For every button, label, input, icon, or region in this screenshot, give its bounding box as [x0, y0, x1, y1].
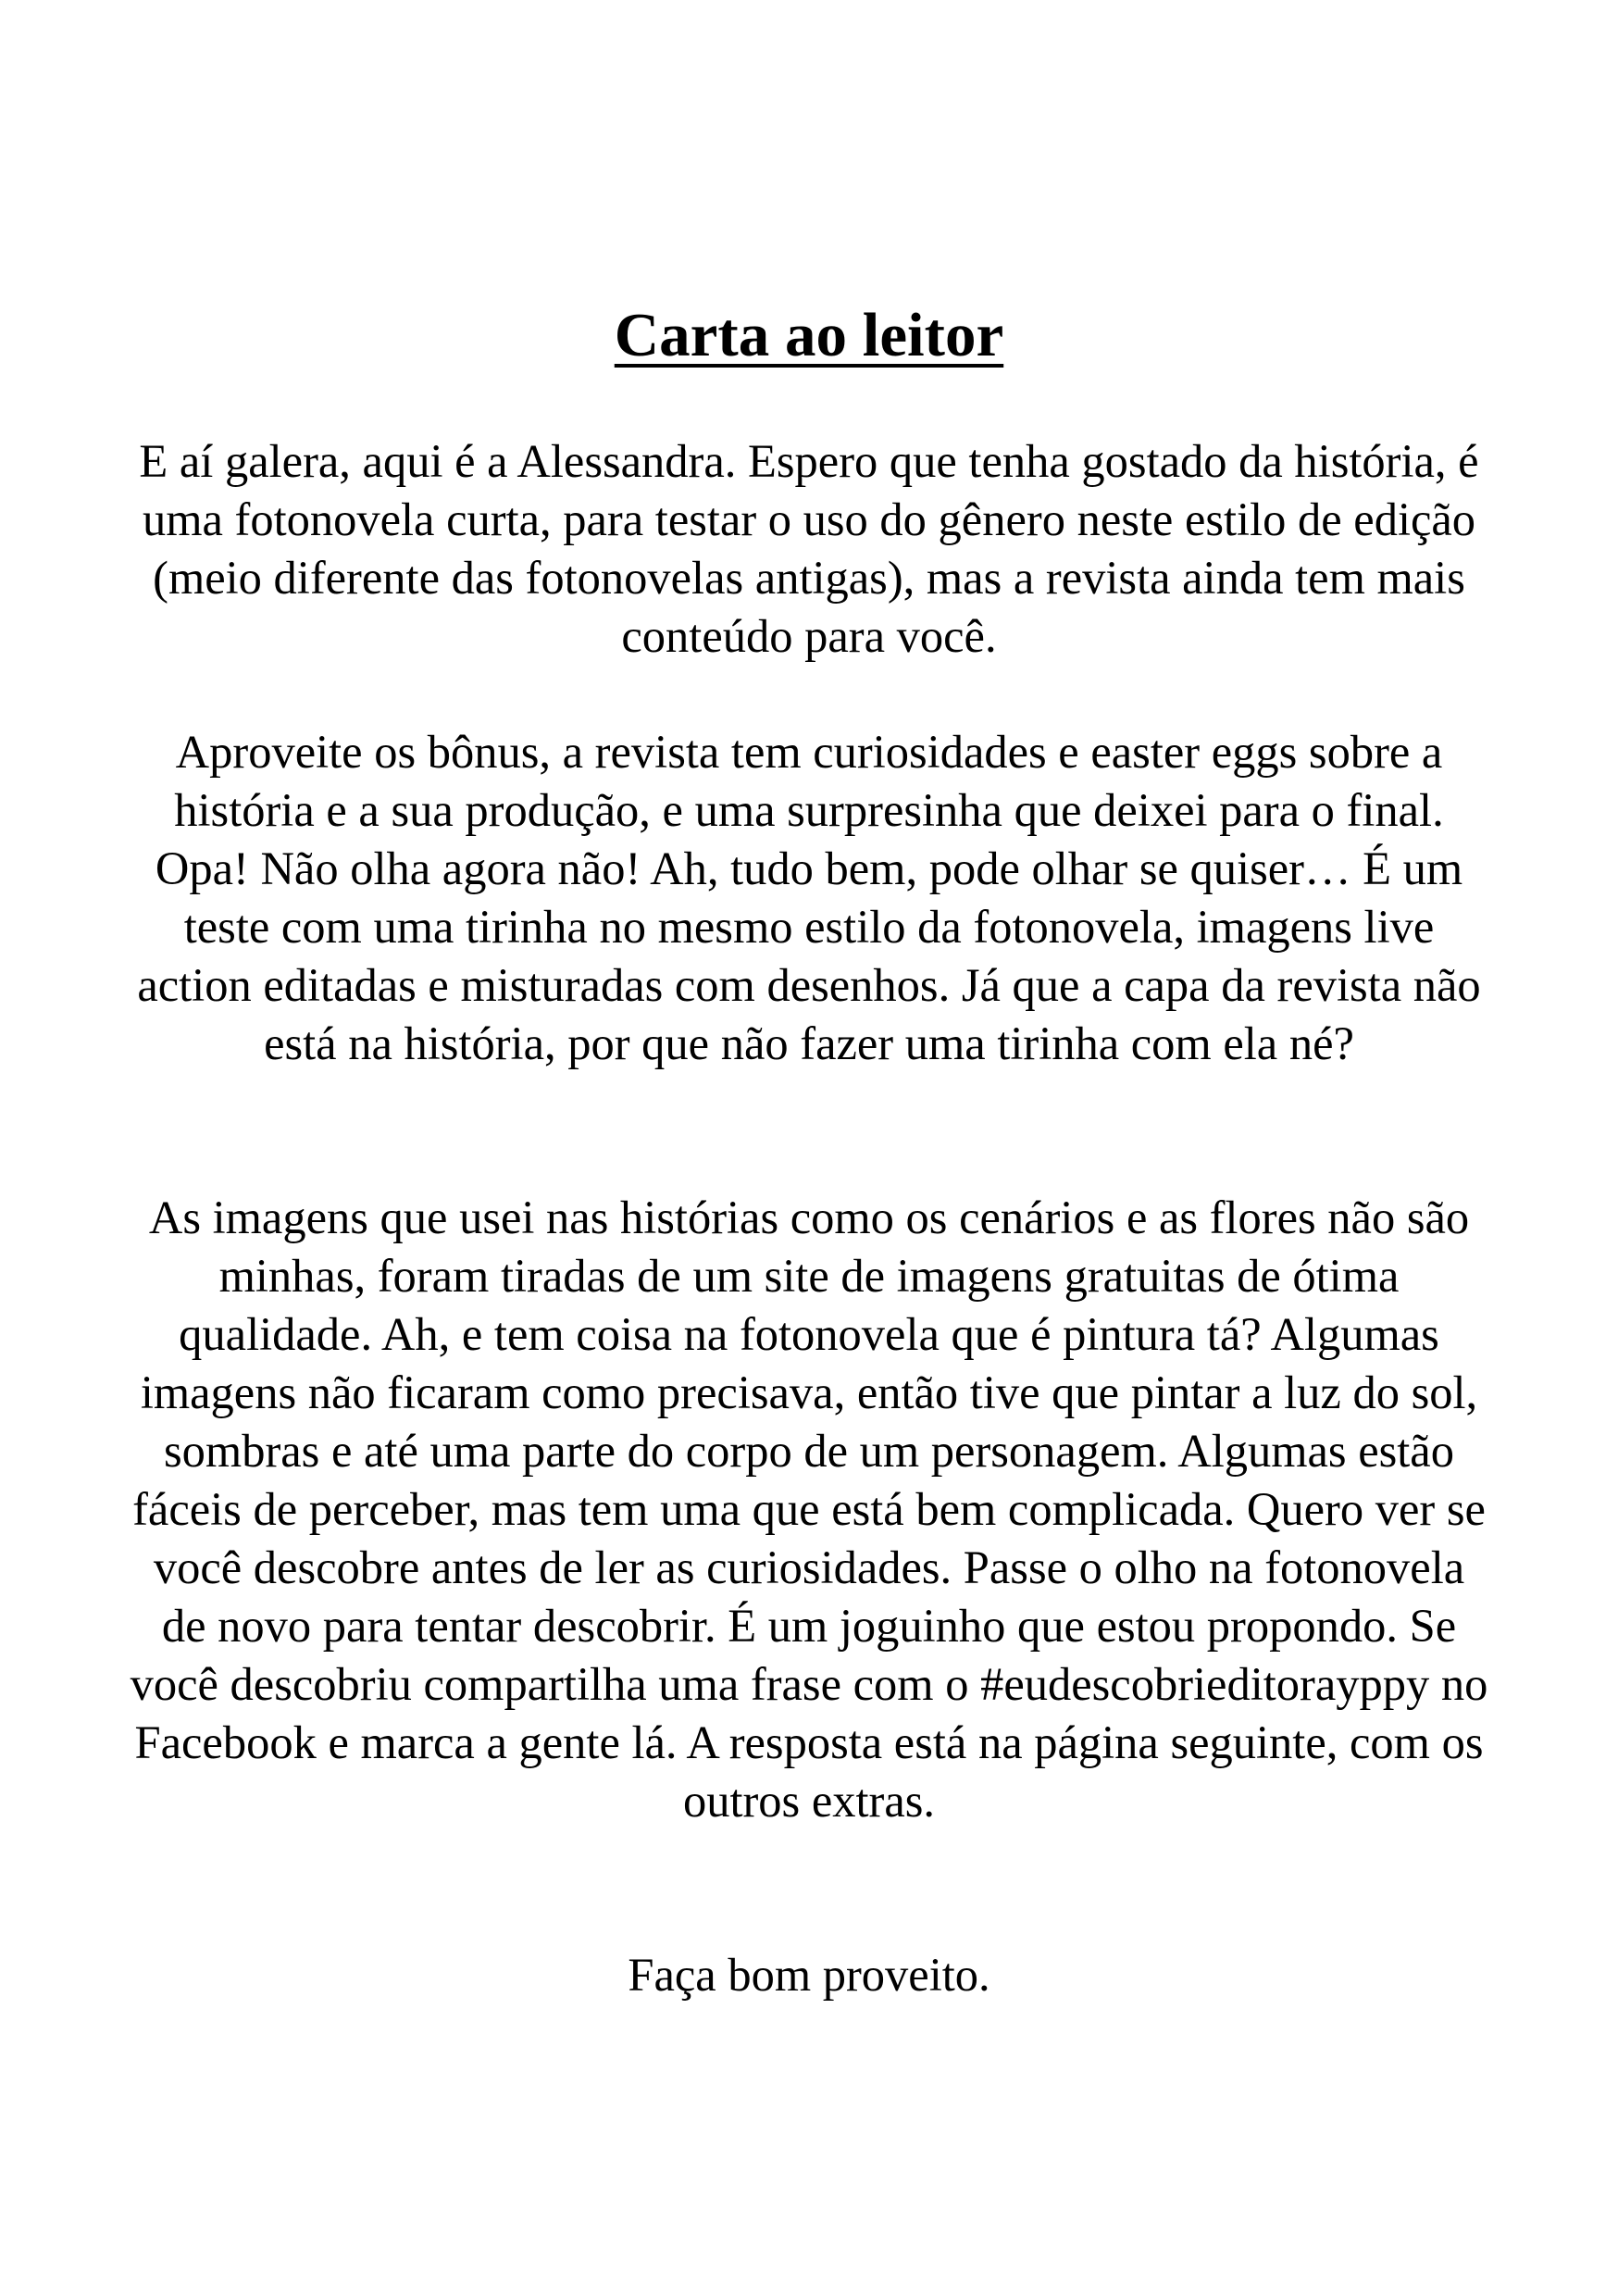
closing-line: Faça bom proveito. [628, 1949, 990, 2001]
paragraph-intro: E aí galera, aqui é a Alessandra. Espero que tenha gostado da história, é uma fotonovela curta, para testar o uso do gênero neste estilo de edição (meio diferente das fotonovelas antigas), mas a revista ainda tem mais conteúdo para você. [139, 435, 1479, 662]
paragraph-images: As imagens que usei nas histórias como os cenários e as flores não são minhas, foram tiradas de um site de imagens gratuitas de ótima qualidade. Ah, e tem coisa na fotonovela que é pintura tá? Algumas imagens não ficaram como precisava, então tive que pintar a luz do sol, sombras e até uma parte do corpo de um personagem. Algumas estão fáceis de perceber, mas tem uma que está bem complicada. Quero ver se você descobre antes de ler as curiosidades. Passe o olho na fotonovela de novo para tentar descobrir. É um joguinho que estou propondo. Se você descobriu compartilha uma frase com o #eudescobrieditorayppy no Facebook e marca a gente lá. A resposta está na página seguinte, com os outros extras. [130, 1192, 1488, 1827]
page-title-text: Carta ao leitor [614, 301, 1004, 369]
paragraph-bonus: Aproveite os bônus, a revista tem curiosidades e easter eggs sobre a história e a sua produção, e uma surpresinha que deixei para o final. Opa! Não olha agora não! Ah, tudo bem, pode olhar se quiser… É um teste com uma tirinha no mesmo estilo da fotonovela, imagens live action editadas e misturadas com desenhos. Já que a capa da revista não está na história, por que não fazer uma tirinha com ela né? [137, 726, 1481, 1069]
page-title [0, 298, 1618, 372]
